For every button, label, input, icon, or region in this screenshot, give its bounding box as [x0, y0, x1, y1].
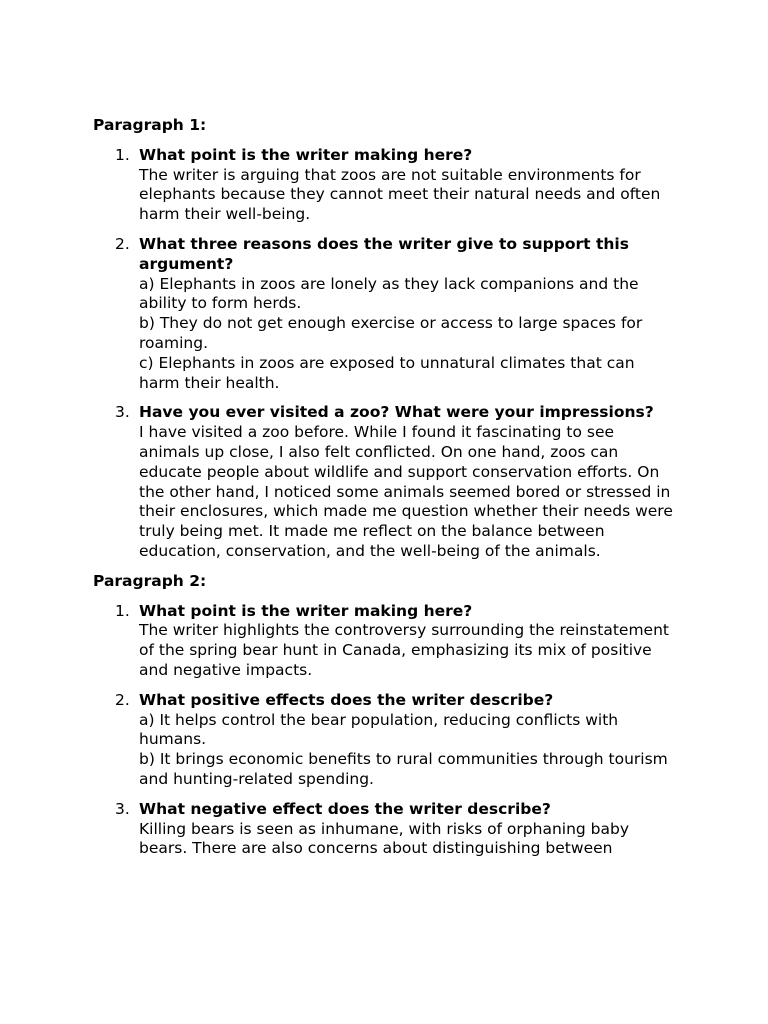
answer-text: a) It helps control the bear population, reducing conflicts with humans.: [139, 710, 619, 749]
question-number: 1.: [115, 601, 130, 620]
document-content: [93, 116, 678, 869]
question-number: 2.: [115, 690, 130, 709]
answer-text: b) They do not get enough exercise or access to large spaces for roaming.: [139, 314, 643, 352]
answer-text: Killing bears is seen as inhumane, with risks of orphaning baby bears. There are also concerns about distinguishing between: [139, 819, 630, 858]
answer-text: The writer highlights the controversy surrounding the reinstatement of the spring bear hunt in Canada, emphasizing its mix of positive and negative impacts.: [139, 621, 669, 679]
question-text: What point is the writer making here?: [139, 601, 473, 620]
question-list: [93, 602, 678, 860]
question-number: 1.: [115, 145, 130, 164]
answer-text: I have visited a zoo before. While I found it fascinating to see animals up close, I also felt conflicted. On one hand, zoos can educate people about wildlife and support conservation efforts. On the other hand, I noticed some animals seemed bored or stressed in their enclosures, which made me question whether their needs were truly being met. It made me reflect on the balance between education, conservation, and the well-being of the animals.: [139, 423, 673, 560]
section-paragraph-2: [93, 572, 678, 859]
question-item: [93, 602, 678, 681]
question-list: [93, 146, 678, 562]
question-item: [93, 146, 678, 225]
question-text: What three reasons does the writer give to support this argument?: [139, 234, 629, 273]
question-number: 2.: [115, 234, 130, 253]
question-item: [93, 691, 678, 790]
section-heading: Paragraph 2:: [93, 571, 207, 590]
answer-text: b) It brings economic benefits to rural communities through tourism and hunting-related spending.: [139, 750, 668, 788]
answer-text: c) Elephants in zoos are exposed to unnatural climates that can harm their health.: [139, 353, 635, 392]
section-heading: Paragraph 1:: [93, 116, 207, 134]
question-text: What negative effect does the writer describe?: [139, 799, 551, 818]
question-item: [93, 403, 678, 561]
question-item: [93, 235, 678, 393]
question-item: [93, 800, 678, 859]
question-number: 3.: [115, 799, 130, 818]
question-text: Have you ever visited a zoo? What were your impressions?: [139, 403, 654, 422]
question-text: What positive effects does the writer describe?: [139, 690, 554, 709]
section-paragraph-1: [93, 116, 678, 562]
question-number: 3.: [115, 403, 130, 422]
question-text: What point is the writer making here?: [139, 145, 473, 164]
answer-text: a) Elephants in zoos are lonely as they lack companions and the ability to form herds.: [139, 274, 639, 313]
answer-text: The writer is arguing that zoos are not suitable environments for elephants because they cannot meet their natural needs and often harm their well-being.: [139, 165, 661, 224]
